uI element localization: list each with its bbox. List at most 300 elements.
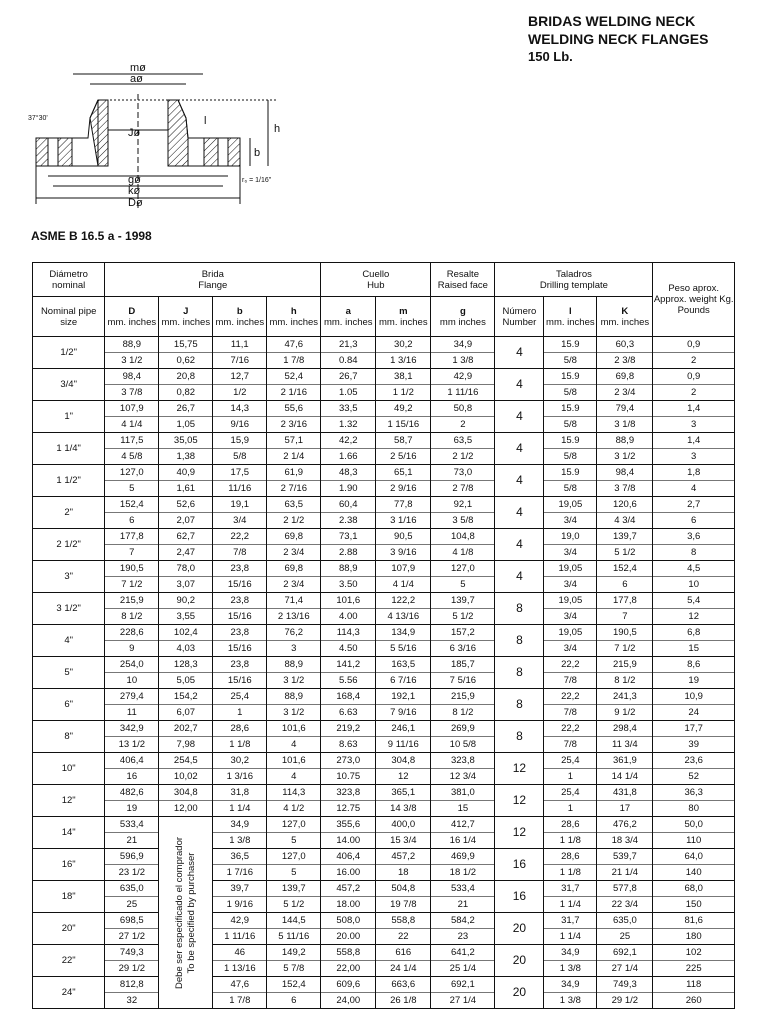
value-inches: 7/8 <box>233 547 247 558</box>
cell-number: 4 <box>495 465 544 497</box>
value-inches: 10,02 <box>173 771 198 782</box>
value-mm: 323,8 <box>321 785 375 801</box>
value-mm: 139,7 <box>431 593 494 609</box>
cell-g <box>431 689 495 721</box>
cell-D <box>105 913 159 945</box>
cell-l <box>544 817 597 849</box>
value-inches: 4 <box>291 771 297 782</box>
cell-b <box>213 817 267 849</box>
value-mm: 2,7 <box>653 497 734 513</box>
value-mm: 88,9 <box>105 337 158 353</box>
value-mm: 50,0 <box>653 817 734 833</box>
cell-h <box>267 593 321 625</box>
title-es: BRIDAS WELDING NECK <box>528 13 696 29</box>
value-mm: 19,0 <box>544 529 596 545</box>
value-inches: 1 1/4 <box>229 803 251 814</box>
value-mm: 42,2 <box>321 433 375 449</box>
value-inches: 22 <box>398 931 409 942</box>
value-mm: 88,9 <box>267 689 320 705</box>
dim-l-label: l <box>204 115 207 127</box>
flange-cross-section-diagram <box>28 58 313 220</box>
cell-b <box>213 465 267 497</box>
cell-b <box>213 753 267 785</box>
value-inches: 19 7/8 <box>390 899 417 910</box>
value-mm: 47,6 <box>267 337 320 353</box>
value-mm: 219,2 <box>321 721 375 737</box>
value-mm: 749,3 <box>597 977 652 993</box>
dim-m-label: mø <box>130 62 146 74</box>
cell-m <box>376 881 431 913</box>
cell-size: 1/2" <box>33 337 105 369</box>
value-mm: 21,3 <box>321 337 375 353</box>
value-mm: 323,8 <box>431 753 494 769</box>
cell-K <box>597 881 653 913</box>
value-inches: 2 <box>691 355 697 366</box>
cell-J <box>159 785 213 817</box>
value-inches: 8 1/2 <box>452 707 474 718</box>
value-inches: 8 1/2 <box>614 675 636 686</box>
value-inches: 1 7/8 <box>229 995 251 1006</box>
value-inches: 9 1/2 <box>614 707 636 718</box>
header-nominal-pipe: Nominal pipe size <box>33 297 105 337</box>
value-inches: 1 11/16 <box>224 931 256 942</box>
value-inches: 1 3/8 <box>452 355 474 366</box>
value-mm: 114,3 <box>321 625 375 641</box>
value-mm: 38,1 <box>376 369 430 385</box>
value-inches: 4.00 <box>339 611 358 622</box>
value-inches: 1 1/2 <box>392 387 414 398</box>
cell-size: 12" <box>33 785 105 817</box>
cell-g <box>431 401 495 433</box>
value-mm: 469,9 <box>431 849 494 865</box>
value-mm: 60,4 <box>321 497 375 513</box>
cell-g <box>431 497 495 529</box>
cell-J <box>159 401 213 433</box>
cell-g <box>431 817 495 849</box>
cell-J <box>159 337 213 369</box>
value-mm: 77,8 <box>376 497 430 513</box>
value-inches: 4 3/4 <box>614 515 636 526</box>
table-row <box>33 497 735 529</box>
value-inches: 7/8 <box>563 739 577 750</box>
cell-weight <box>653 881 735 913</box>
value-inches: 18.00 <box>336 899 361 910</box>
value-mm: 36,3 <box>653 785 734 801</box>
cell-number: 20 <box>495 945 544 977</box>
cell-size: 22" <box>33 945 105 977</box>
cell-m <box>376 689 431 721</box>
value-mm: 149,2 <box>267 945 320 961</box>
cell-weight <box>653 465 735 497</box>
value-inches: 5/8 <box>563 355 577 366</box>
cell-h <box>267 849 321 881</box>
cell-m <box>376 497 431 529</box>
header-taladros: Taladros Drilling template <box>495 263 653 297</box>
value-mm: 69,8 <box>267 529 320 545</box>
cell-b <box>213 721 267 753</box>
cell-m <box>376 977 431 1009</box>
value-mm: 71,4 <box>267 593 320 609</box>
cell-h <box>267 337 321 369</box>
cell-K <box>597 977 653 1009</box>
cell-m <box>376 401 431 433</box>
cell-number: 4 <box>495 369 544 401</box>
value-mm: 42,9 <box>213 913 266 929</box>
cell-weight <box>653 401 735 433</box>
value-inches: 1,61 <box>176 483 196 494</box>
value-inches: 6 3/16 <box>449 643 477 654</box>
value-mm: 63,5 <box>267 497 320 513</box>
value-mm: 152,4 <box>267 977 320 993</box>
value-mm: 19,05 <box>544 625 596 641</box>
value-mm: 49,2 <box>376 401 430 417</box>
value-inches: 29 1/2 <box>611 995 639 1006</box>
value-inches: 5.56 <box>339 675 358 686</box>
cell-weight <box>653 593 735 625</box>
cell-weight <box>653 657 735 689</box>
value-inches: 5/8 <box>233 451 247 462</box>
value-inches: 5/8 <box>563 387 577 398</box>
cell-a <box>321 433 376 465</box>
value-inches: 3/4 <box>563 611 577 622</box>
value-mm: 663,6 <box>376 977 430 993</box>
value-inches: 1 3/8 <box>559 995 581 1006</box>
value-mm: 88,9 <box>597 433 652 449</box>
cell-J <box>159 721 213 753</box>
value-mm: 98,4 <box>105 369 158 385</box>
cell-m <box>376 817 431 849</box>
value-mm: 128,3 <box>159 657 212 673</box>
value-inches: 26 1/8 <box>390 995 417 1006</box>
value-mm: 40,9 <box>159 465 212 481</box>
table-row <box>33 369 735 401</box>
value-mm: 26,7 <box>159 401 212 417</box>
cell-number: 8 <box>495 657 544 689</box>
dim-a-label: aø <box>130 73 143 85</box>
value-inches: 10 <box>126 675 138 686</box>
value-mm: 406,4 <box>105 753 158 769</box>
value-mm: 19,05 <box>544 561 596 577</box>
value-inches: 6 <box>291 995 297 1006</box>
cell-h <box>267 433 321 465</box>
cell-m <box>376 849 431 881</box>
cell-K <box>597 625 653 657</box>
value-mm: 15.9 <box>544 369 596 385</box>
value-inches: 12,00 <box>173 803 198 814</box>
value-mm: 476,2 <box>597 817 652 833</box>
cell-b <box>213 401 267 433</box>
cell-a <box>321 689 376 721</box>
value-mm: 533,4 <box>431 881 494 897</box>
value-mm: 76,2 <box>267 625 320 641</box>
cell-D <box>105 657 159 689</box>
value-mm: 30,2 <box>376 337 430 353</box>
value-mm: 400,0 <box>376 817 430 833</box>
cell-a <box>321 721 376 753</box>
value-inches: 1 1/4 <box>559 931 581 942</box>
cell-h <box>267 721 321 753</box>
value-mm: 15,75 <box>159 337 212 353</box>
value-mm: 508,0 <box>321 913 375 929</box>
value-inches: 12.75 <box>336 803 361 814</box>
value-inches: 6 <box>129 515 135 526</box>
cell-g <box>431 753 495 785</box>
value-inches: 24 1/4 <box>390 963 417 974</box>
cell-a <box>321 881 376 913</box>
value-mm: 90,5 <box>376 529 430 545</box>
cell-size: 1 1/2" <box>33 465 105 497</box>
value-inches: 39 <box>688 739 699 750</box>
value-mm: 107,9 <box>105 401 158 417</box>
header-diametro: Diámetro nominal <box>33 263 105 297</box>
cell-m <box>376 785 431 817</box>
value-inches: 10.75 <box>336 771 361 782</box>
value-mm: 127,0 <box>431 561 494 577</box>
cell-D <box>105 497 159 529</box>
value-inches: 20.00 <box>336 931 361 942</box>
value-inches: 5/8 <box>563 451 577 462</box>
cell-K <box>597 817 653 849</box>
value-mm: 152,4 <box>105 497 158 513</box>
cell-b <box>213 561 267 593</box>
cell-m <box>376 625 431 657</box>
cell-a <box>321 945 376 977</box>
value-inches: 8.63 <box>339 739 358 750</box>
value-mm: 55,6 <box>267 401 320 417</box>
value-inches: 9 <box>129 643 135 654</box>
value-inches: 1 11/16 <box>447 387 479 398</box>
cell-number: 16 <box>495 881 544 913</box>
cell-J <box>159 497 213 529</box>
cell-h <box>267 945 321 977</box>
cell-l <box>544 433 597 465</box>
cell-h <box>267 689 321 721</box>
value-mm: 118 <box>653 977 734 993</box>
cell-number: 4 <box>495 401 544 433</box>
value-mm: 81,6 <box>653 913 734 929</box>
value-mm: 190,5 <box>105 561 158 577</box>
cell-weight <box>653 753 735 785</box>
value-inches: 8 <box>691 547 697 558</box>
value-inches: 18 <box>398 867 409 878</box>
value-inches: 3 1/16 <box>390 515 417 526</box>
value-mm: 577,8 <box>597 881 652 897</box>
value-mm: 65,1 <box>376 465 430 481</box>
cell-weight <box>653 689 735 721</box>
value-mm: 104,8 <box>431 529 494 545</box>
value-mm: 22,2 <box>544 657 596 673</box>
cell-D <box>105 817 159 849</box>
value-mm: 101,6 <box>267 753 320 769</box>
cell-g <box>431 881 495 913</box>
cell-b <box>213 945 267 977</box>
value-inches: 2.38 <box>339 515 358 526</box>
cell-b <box>213 497 267 529</box>
cell-D <box>105 689 159 721</box>
value-mm: 61,9 <box>267 465 320 481</box>
value-inches: 1,05 <box>176 419 196 430</box>
value-mm: 15.9 <box>544 433 596 449</box>
value-inches: 16 <box>126 771 138 782</box>
value-inches: 21 1/4 <box>611 867 639 878</box>
cell-number: 12 <box>495 785 544 817</box>
cell-m <box>376 593 431 625</box>
cell-K <box>597 913 653 945</box>
header-numero: Número Number <box>495 297 544 337</box>
value-mm: 558,8 <box>321 945 375 961</box>
value-mm: 698,5 <box>105 913 158 929</box>
value-mm: 558,8 <box>376 913 430 929</box>
value-inches: 5,05 <box>176 675 196 686</box>
value-mm: 52,6 <box>159 497 212 513</box>
cell-number: 8 <box>495 721 544 753</box>
value-inches: 3 1/2 <box>614 451 636 462</box>
value-inches: 3/4 <box>563 547 577 558</box>
value-mm: 60,3 <box>597 337 652 353</box>
cell-weight <box>653 369 735 401</box>
cell-g <box>431 561 495 593</box>
standard-reference: ASME B 16.5 a - 1998 <box>31 229 152 243</box>
value-inches: 11 3/4 <box>612 739 638 750</box>
cell-m <box>376 433 431 465</box>
header-brida: Brida Flange <box>105 263 321 297</box>
value-mm: 34,9 <box>213 817 266 833</box>
value-mm: 28,6 <box>544 817 596 833</box>
cell-g <box>431 433 495 465</box>
cell-m <box>376 465 431 497</box>
cell-b <box>213 529 267 561</box>
cell-g <box>431 849 495 881</box>
cell-weight <box>653 529 735 561</box>
value-mm: 457,2 <box>321 881 375 897</box>
value-mm: 139,7 <box>597 529 652 545</box>
value-inches: 14 1/4 <box>611 771 639 782</box>
cell-K <box>597 401 653 433</box>
cell-K <box>597 561 653 593</box>
cell-l <box>544 721 597 753</box>
value-inches: 27 1/4 <box>611 963 639 974</box>
value-mm: 31,7 <box>544 881 596 897</box>
value-mm: 1,8 <box>653 465 734 481</box>
cell-m <box>376 529 431 561</box>
value-inches: 25 <box>126 899 138 910</box>
value-inches: 1/2 <box>233 387 247 398</box>
cell-K <box>597 337 653 369</box>
cell-J <box>159 529 213 561</box>
cell-number: 12 <box>495 817 544 849</box>
cell-weight <box>653 913 735 945</box>
cell-h <box>267 497 321 529</box>
cell-D <box>105 529 159 561</box>
value-inches: 2 3/4 <box>283 547 305 558</box>
cell-weight <box>653 945 735 977</box>
value-inches: 3 <box>291 643 297 654</box>
value-mm: 482,6 <box>105 785 158 801</box>
value-inches: 1 7/16 <box>226 867 253 878</box>
cell-K <box>597 849 653 881</box>
value-inches: 2 13/16 <box>277 611 310 622</box>
value-inches: 225 <box>685 963 702 974</box>
cell-g <box>431 593 495 625</box>
value-inches: 1 <box>237 707 243 718</box>
value-inches: 5/8 <box>563 483 577 494</box>
cell-J <box>159 625 213 657</box>
value-mm: 47,6 <box>213 977 266 993</box>
value-inches: 1 15/16 <box>387 419 420 430</box>
cell-number: 16 <box>495 849 544 881</box>
value-mm: 692,1 <box>597 945 652 961</box>
value-mm: 30,2 <box>213 753 266 769</box>
cell-size: 8" <box>33 721 105 753</box>
cell-a <box>321 625 376 657</box>
value-inches: 19 <box>688 675 699 686</box>
value-inches: 4 13/16 <box>387 611 420 622</box>
cell-a <box>321 337 376 369</box>
cell-number: 20 <box>495 913 544 945</box>
value-inches: 7/8 <box>563 675 577 686</box>
value-inches: 25 <box>619 931 631 942</box>
cell-number: 4 <box>495 337 544 369</box>
value-mm: 177,8 <box>105 529 158 545</box>
value-mm: 11,1 <box>213 337 266 353</box>
cell-K <box>597 689 653 721</box>
value-inches: 2,07 <box>176 515 196 526</box>
cell-m <box>376 721 431 753</box>
value-mm: 17,7 <box>653 721 734 737</box>
cell-size: 2 1/2" <box>33 529 105 561</box>
table-row <box>33 753 735 785</box>
value-mm: 8,6 <box>653 657 734 673</box>
value-inches: 52 <box>688 771 699 782</box>
cell-D <box>105 945 159 977</box>
value-inches: 15 3/4 <box>390 835 417 846</box>
value-mm: 23,8 <box>213 593 266 609</box>
cell-l <box>544 945 597 977</box>
value-inches: 1.05 <box>339 387 358 398</box>
cell-a <box>321 497 376 529</box>
cell-g <box>431 721 495 753</box>
value-mm: 78,0 <box>159 561 212 577</box>
cell-weight <box>653 433 735 465</box>
value-inches: 15/16 <box>227 579 252 590</box>
value-inches: 9/16 <box>230 419 250 430</box>
cell-J <box>159 753 213 785</box>
value-inches: 1 7/8 <box>283 355 305 366</box>
cell-size: 4" <box>33 625 105 657</box>
cell-m <box>376 753 431 785</box>
cell-g <box>431 625 495 657</box>
value-inches: 4 <box>691 483 697 494</box>
value-mm: 69,8 <box>267 561 320 577</box>
value-inches: 3 7/8 <box>614 483 636 494</box>
value-mm: 127,0 <box>267 817 320 833</box>
cell-m <box>376 337 431 369</box>
value-inches: 17 <box>619 803 631 814</box>
cell-l <box>544 657 597 689</box>
value-mm: 139,7 <box>267 881 320 897</box>
value-mm: 23,6 <box>653 753 734 769</box>
dim-j-label: Jø <box>128 127 141 139</box>
cell-K <box>597 529 653 561</box>
cell-D <box>105 369 159 401</box>
value-inches: 18 3/4 <box>611 835 639 846</box>
value-mm: 584,2 <box>431 913 494 929</box>
value-mm: 134,9 <box>376 625 430 641</box>
value-mm: 635,0 <box>597 913 652 929</box>
value-inches: 23 1/2 <box>118 867 146 878</box>
cell-D <box>105 849 159 881</box>
value-mm: 365,1 <box>376 785 430 801</box>
